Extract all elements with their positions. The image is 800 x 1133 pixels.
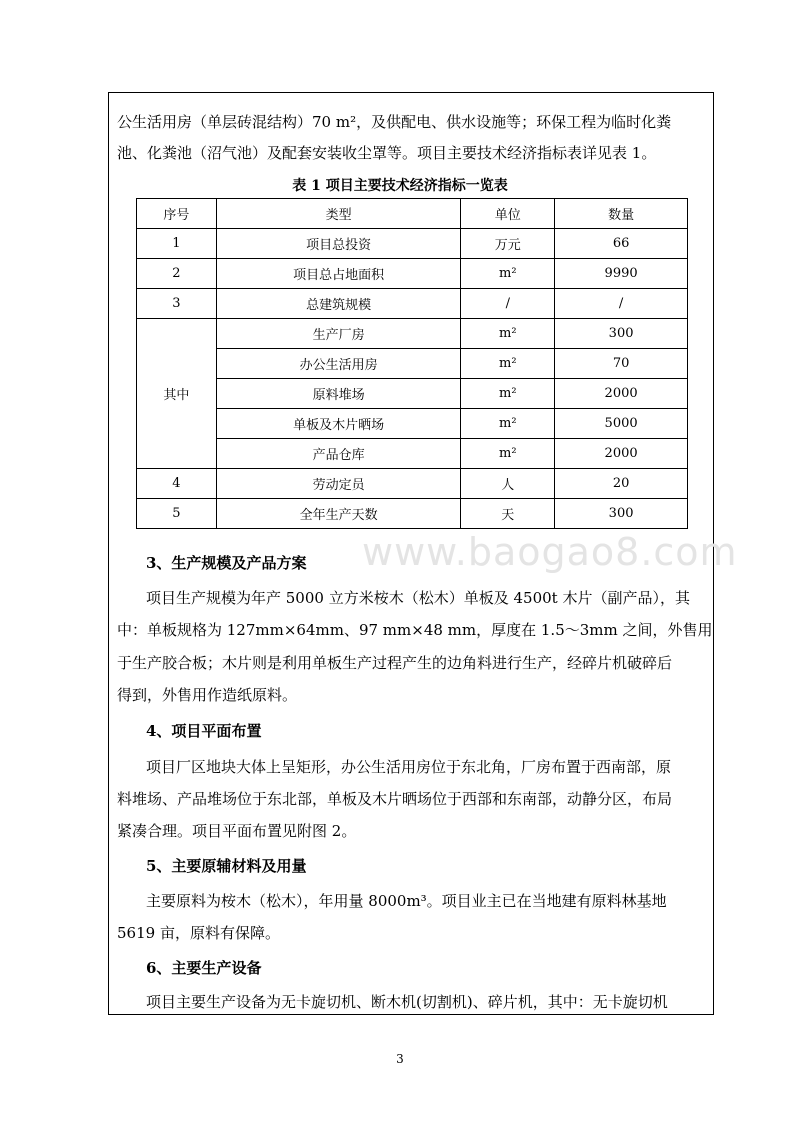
cell-no: 5: [137, 499, 217, 529]
table-row: [137, 409, 688, 439]
cell-qty: 70: [555, 349, 688, 379]
section-4-heading: 4、项目平面布置: [146, 722, 262, 740]
cell-type: 项目总投资: [216, 229, 461, 259]
section-5-line-1: 主要原料为桉木（松木），年用量 8000m³。项目业主已在当地建有原料林基地: [146, 892, 667, 910]
cell-no: 3: [137, 289, 217, 319]
header-cell: 序号: [137, 199, 217, 229]
header-cell: 单位: [461, 199, 555, 229]
cell-unit: 人: [461, 469, 555, 499]
cell-type: 生产厂房: [216, 319, 461, 349]
cell-unit: m²: [461, 379, 555, 409]
cell-unit: m²: [461, 319, 555, 349]
table-row: [137, 229, 688, 259]
cell-qty: 2000: [555, 379, 688, 409]
table-caption: 表 1 项目主要技术经济指标一览表: [292, 178, 508, 194]
header-cell: 类型: [216, 199, 461, 229]
table-row: [137, 499, 688, 529]
section-3-line-4: 得到，外售用作造纸原料。: [117, 686, 298, 704]
cell-qty: 2000: [555, 439, 688, 469]
cell-qty: 300: [555, 499, 688, 529]
table-row: [137, 349, 688, 379]
cell-qty: 66: [555, 229, 688, 259]
cell-unit: 天: [461, 499, 555, 529]
watermark: www.baogao8.com: [362, 530, 738, 574]
section-6-line-1: 项目主要生产设备为无卡旋切机、断木机(切割机)、碎片机，其中：无卡旋切机: [146, 993, 668, 1011]
cell-type: 总建筑规模: [216, 289, 461, 319]
cell-no: 4: [137, 469, 217, 499]
section-3-heading: 3、生产规模及产品方案: [146, 554, 307, 572]
cell-unit: m²: [461, 439, 555, 469]
section-3-line-1: 项目生产规模为年产 5000 立方米桉木（松木）单板及 4500t 木片（副产品），其: [146, 589, 690, 607]
cell-no: 1: [137, 229, 217, 259]
cell-type: 项目总占地面积: [216, 259, 461, 289]
table-row: [137, 379, 688, 409]
table-row: [137, 469, 688, 499]
cell-type: 劳动定员: [216, 469, 461, 499]
cell-qty: 20: [555, 469, 688, 499]
cell-type: 单板及木片晒场: [216, 409, 461, 439]
cell-qty: 5000: [555, 409, 688, 439]
section-3-line-3: 于生产胶合板；木片则是利用单板生产过程产生的边角料进行生产，经碎片机破碎后: [117, 654, 673, 672]
table-row: [137, 289, 688, 319]
cell-qty: /: [555, 289, 688, 319]
cell-unit: m²: [461, 259, 555, 289]
cell-type: 产品仓库: [216, 439, 461, 469]
table-row: [137, 259, 688, 289]
cell-unit: m²: [461, 349, 555, 379]
section-5-heading: 5、主要原辅材料及用量: [146, 857, 307, 875]
cell-qty: 9990: [555, 259, 688, 289]
cell-no: 2: [137, 259, 217, 289]
cell-type: 原料堆场: [216, 379, 461, 409]
section-3-line-2: 中：单板规格为 127mm×64mm、97 mm×48 mm，厚度在 1.5～3mm 之间，外售用: [117, 621, 713, 639]
section-6-heading: 6、主要生产设备: [146, 959, 262, 977]
group-label-cell: 其中: [137, 319, 217, 469]
indicator-table: [136, 198, 688, 529]
page-number: 3: [396, 1052, 404, 1066]
cell-type: 办公生活用房: [216, 349, 461, 379]
section-4-line-1: 项目厂区地块大体上呈矩形，办公生活用房位于东北角，厂房布置于西南部，原: [146, 758, 672, 776]
table-row: [137, 439, 688, 469]
section-4-line-3: 紧凑合理。项目平面布置见附图 2。: [117, 822, 357, 840]
section-4-line-2: 料堆场、产品堆场位于东北部，单板及木片晒场位于西部和东南部，动静分区，布局: [117, 790, 673, 808]
cell-unit: m²: [461, 409, 555, 439]
cell-unit: 万元: [461, 229, 555, 259]
intro-line-1: 公生活用房（单层砖混结构）70 m²，及供配电、供水设施等；环保工程为临时化粪: [117, 113, 672, 131]
intro-line-2: 池、化粪池（沼气池）及配套安装收尘罩等。项目主要技术经济指标表详见表 1。: [117, 144, 657, 162]
cell-qty: 300: [555, 319, 688, 349]
section-5-line-2: 5619 亩，原料有保障。: [117, 924, 280, 942]
table-row: [137, 319, 688, 349]
header-cell: 数量: [555, 199, 688, 229]
cell-type: 全年生产天数: [216, 499, 461, 529]
cell-unit: /: [461, 289, 555, 319]
table-header-row: [137, 199, 688, 229]
